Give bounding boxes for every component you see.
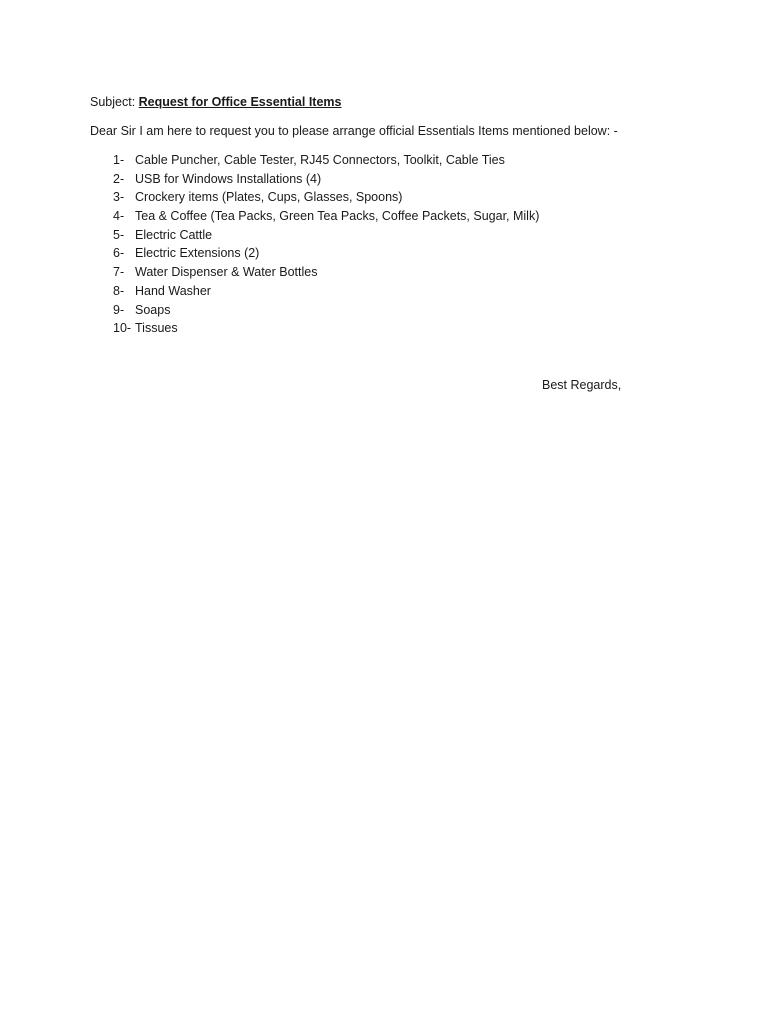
item-number: 1- [113, 153, 125, 167]
item-number: 3- [113, 190, 125, 205]
item-text: Crockery items (Plates, Cups, Glasses, Spoons) [135, 190, 403, 205]
item-text: Tea & Coffee (Tea Packs, Green Tea Packs, Coffee Packets, Sugar, Milk) [135, 209, 540, 224]
item-text: Electric Cattle [135, 227, 213, 242]
list-item [113, 319, 539, 338]
list-item [113, 207, 539, 226]
items-list [113, 151, 539, 338]
item-number: 8- [113, 283, 125, 298]
item-text: USB for Windows Installations (4) [135, 171, 322, 186]
list-item [113, 170, 539, 189]
item-number: 5- [113, 227, 125, 242]
closing-signoff: Best Regards, [542, 378, 622, 392]
item-text: Electric Extensions (2) [135, 246, 260, 261]
item-number: 2- [113, 171, 125, 186]
subject-line [90, 94, 341, 110]
list-item [113, 244, 539, 263]
item-number: 9- [113, 302, 125, 317]
list-item [113, 151, 539, 170]
item-number: 4- [113, 209, 125, 224]
subject-label: Subject: [90, 95, 139, 109]
item-text: Cable Puncher, Cable Tester, RJ45 Connectors, Toolkit, Cable Ties [135, 153, 505, 167]
list-item [113, 263, 539, 282]
list-item [113, 226, 539, 245]
item-text: Soaps [135, 302, 171, 317]
item-text: Hand Washer [135, 283, 211, 298]
subject-title: Request for Office Essential Items [138, 95, 342, 109]
item-text: Water Dispenser & Water Bottles [135, 265, 318, 280]
item-number: 7- [113, 265, 125, 280]
list-item [113, 301, 539, 320]
item-number: 6- [113, 246, 125, 261]
greeting-paragraph: Dear Sir I am here to request you to please arrange official Essentials Items mentioned below: - [90, 124, 618, 138]
item-number: 10- [113, 321, 132, 336]
item-text: Tissues [135, 321, 178, 336]
list-item [113, 188, 539, 207]
list-item [113, 282, 539, 301]
